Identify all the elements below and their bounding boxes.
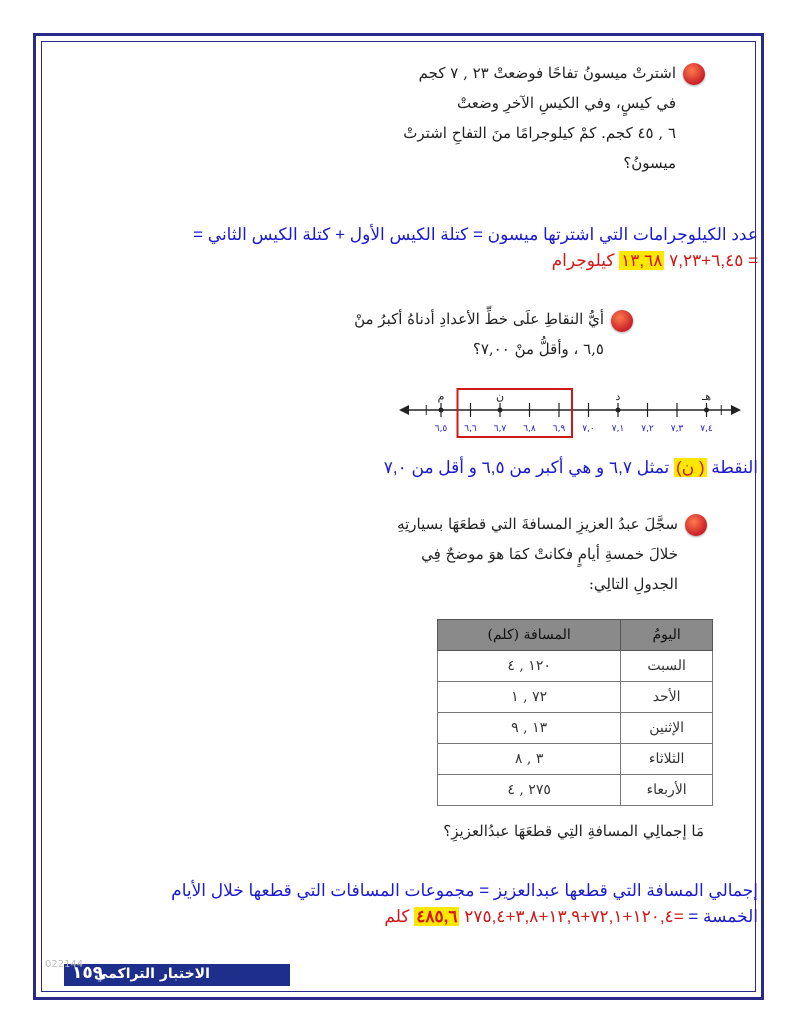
answer-1-expression: ٦,٤٥+٧,٢٣ = (669, 251, 758, 270)
question-1-line: في كيسٍ، وفي الكيسِ الآخرِ وضعتْ (457, 94, 676, 112)
answer-3-result: ٤٨٥,٦ (416, 907, 458, 926)
question-1-line: ٦ , ٤٥ كجم. كمْ كيلوجرامًا منَ التفاحِ اشترتْ (403, 124, 676, 142)
question-number-badge (611, 310, 633, 332)
number-line-point (616, 408, 621, 413)
answer-3-line2 (38, 904, 758, 930)
question-number-badge (683, 63, 705, 85)
distance-table (437, 619, 713, 806)
number-line (395, 380, 745, 440)
number-line-tick-label: ٧,٢ (641, 424, 654, 434)
table-row (438, 682, 713, 713)
table-cell-distance: ١٣ , ٩ (438, 713, 621, 744)
answer-1 (38, 222, 758, 274)
question-3-line: الجدولِ التالِي: (588, 575, 678, 593)
answer-1-line: عدد الكيلوجرامات التي اشترتها ميسون = كتلة الكيس الأول + كتلة الكيس الثاني = (193, 225, 758, 244)
answer-2 (38, 455, 758, 481)
question-1-line: ميسونُ؟ (623, 154, 676, 172)
number-line-point (439, 408, 444, 413)
number-line-arrow-right (731, 405, 741, 415)
number-line-point-label: م (437, 390, 445, 403)
table-cell-distance: ٢٧٥ , ٤ (438, 775, 621, 806)
question-3-ask: مَا إجمالِي المسافةِ التِي قطعَهَا عبدُالعزيزِ؟ (443, 822, 704, 840)
answer-3-expression: ١٢٠,٤+٧٢,١+١٣,٩+٣,٨+٢٧٥,٤= (464, 907, 684, 926)
number-line-arrow-left (399, 405, 409, 415)
table-cell-distance: ٧٢ , ١ (438, 682, 621, 713)
number-line-tick-label: ٦,٨ (523, 424, 536, 434)
table-cell-distance: ١٢٠ , ٤ (438, 651, 621, 682)
table-header-day: اليومُ (621, 620, 713, 651)
question-1-text (116, 58, 676, 178)
table-row (438, 775, 713, 806)
footer-title: الاختبار التراكمي (94, 966, 210, 982)
number-line-ticks (399, 389, 741, 437)
question-number-badge (685, 514, 707, 536)
question-3-line: خلالَ خمسةِ أيامٍ فكانتْ كمَا هوَ موضحٌ فِي (421, 545, 678, 563)
table-cell-distance: ٣ , ٨ (438, 744, 621, 775)
answer-2-text: تمثل ٦,٧ و هي أكبر من ٦,٥ و أقل من ٧,٠ (383, 458, 670, 477)
question-3-line: سجَّلَ عبدُ العزيزِ المسافةَ التي قطعَهَا بسيارتِهِ (397, 515, 678, 533)
answer-3-unit: كلم (384, 907, 410, 926)
table-header-row (438, 620, 713, 651)
question-1-line: اشترتْ ميسونُ تفاحًا فوضعتْ ٢٣ , ٧ كجم (418, 64, 676, 82)
number-line-point (498, 408, 503, 413)
footer-code: 022144 (45, 959, 84, 970)
table-cell-day: الأربعاء (621, 775, 713, 806)
number-line-tick-label: ٧,١ (611, 424, 625, 434)
table-row (438, 744, 713, 775)
answer-1-result: ١٣,٦٨ (621, 251, 663, 270)
answer-1-unit: كيلوجرام (551, 251, 615, 270)
number-line-tick-label: ٦,٩ (552, 424, 566, 434)
number-line-tick-label: ٧,٣ (670, 424, 684, 434)
table-row (438, 713, 713, 744)
number-line-tick-label: ٧,٤ (700, 424, 713, 434)
number-line-point (704, 408, 709, 413)
table-row (438, 651, 713, 682)
table-cell-day: الأحد (621, 682, 713, 713)
number-line-point-label: ن (495, 390, 505, 403)
table-cell-day: الإثنين (621, 713, 713, 744)
table-cell-day: الثلاثاء (621, 744, 713, 775)
answer-3-line: إجمالي المسافة التي قطعها عبدالعزيز = مجموعات المسافات التي قطعها خلال الأيام (171, 881, 758, 900)
question-3-text (178, 509, 678, 599)
answer-3 (38, 878, 758, 930)
number-line-point-label: د (615, 390, 621, 403)
answer-3-prefix: الخمسة = (688, 907, 758, 926)
number-line-tick-label: ٧,٠ (582, 424, 595, 434)
table-cell-day: السبت (621, 651, 713, 682)
page-number: ١٥٩ (72, 963, 104, 983)
table-header-distance: المسافة (كلم) (438, 620, 621, 651)
number-line-tick-label: ٦,٥ (434, 424, 448, 434)
question-2-line: أيُّ النقاطِ علَى خطِّ الأعدادِ أدناهُ أكبرُ منْ (354, 310, 604, 328)
number-line-point-label: هـ (701, 390, 712, 403)
answer-2-prefix: النقطة (711, 458, 758, 477)
number-line-tick-label: ٦,٦ (464, 424, 477, 434)
question-2-line: ٦,٥ ، وأقلُّ منْ ٧,٠٠؟ (472, 340, 604, 358)
number-line-tick-label: ٦,٧ (493, 424, 507, 434)
question-2-text (204, 304, 604, 364)
answer-2-point: ( ن) (676, 458, 705, 477)
answer-1-line2 (38, 248, 758, 274)
